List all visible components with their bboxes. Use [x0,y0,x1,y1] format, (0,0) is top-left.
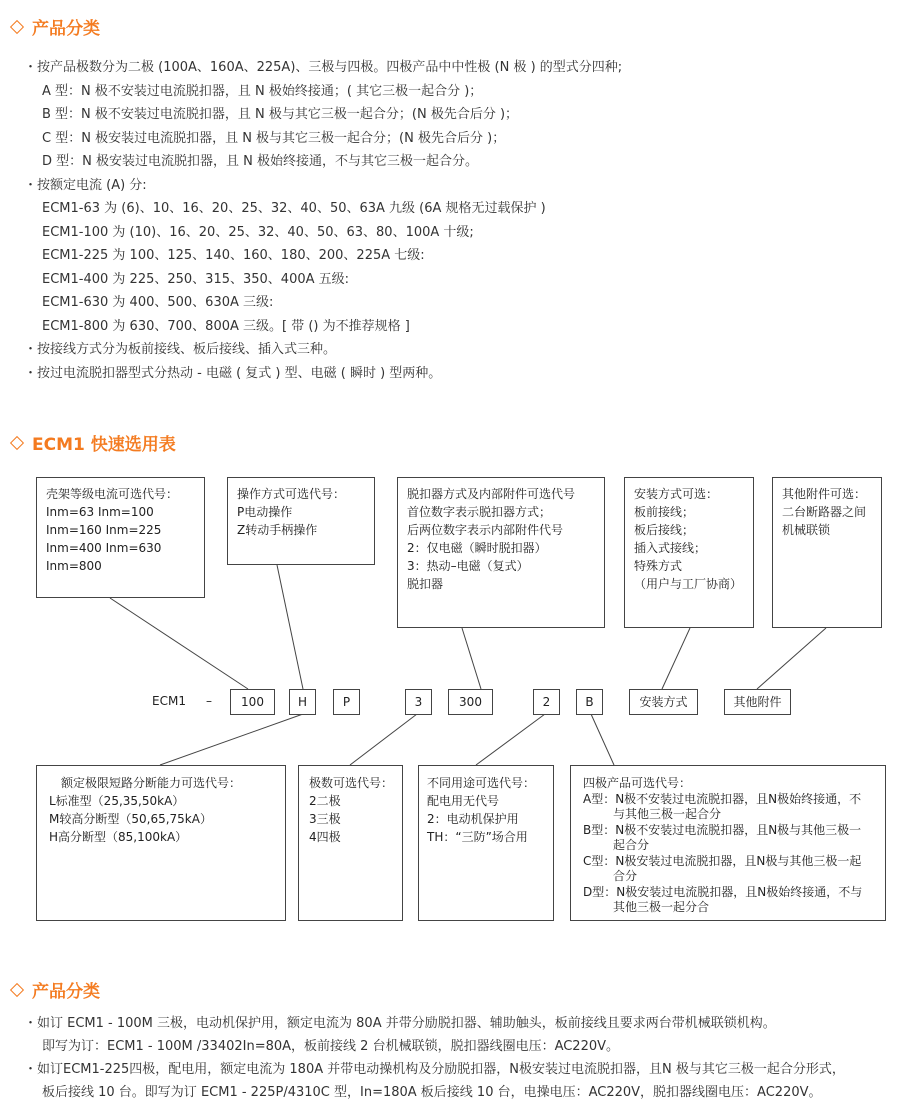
classification-line: ・按过电流脱扣器型式分热动 - 电磁 ( 复式 ) 型、电磁 ( 瞬时 ) 型两种。 [24,365,442,381]
order-example-line: 即写为订：ECM1 - 100M /33402In=80A，板前接线 2 台机械联锁，脱扣器线圈电压：AC220V。 [42,1039,620,1054]
classification-line: ・按产品极数分为二极 (100A、160A、225A)、三极与四极。四极产品中中性极 (N 极 ) 的型式分四种; [24,60,623,75]
box-line: 其他三极一起分合 [613,900,710,914]
order-example-list [24,1012,845,1104]
code-accessory: 其他附件 [724,689,791,715]
box-line: 首位数字表示脱扣器方式； [407,505,552,519]
order-example-line: 板后接线 10 台。即写为订 ECM1 - 225P/4310C 型，In=180A 板后接线 10 台，电操电压：AC220V，脱扣器线圈电压：AC220V。 [42,1085,822,1100]
box-line: 额定极限短路分断能力可选代号： [61,776,242,790]
box-line: Z转动手柄操作 [237,523,318,537]
order-example-line: ・如订ECM1-225四极，配电用，额定电流为 180A 并带电动操机构及分励脱扣器，N极安装过电流脱扣器，且N 极与其它三极一起合分形式， [24,1062,845,1077]
order-example-line: ・如订 ECM1 - 100M 三极，电动机保护用，额定电流为 80A 并带分励脱扣器、辅助触头，板前接线且要求两台带机械联锁机构。 [24,1016,776,1031]
box-line: D型：N极安装过电流脱扣器，且N极始终接通，不与 [583,884,863,899]
box-line: Inm=160 Inm=225 [46,523,162,537]
box-line: Inm=400 Inm=630 [46,541,162,555]
code-install: 安装方式 [629,689,698,715]
box-line: 特殊方式 [634,559,683,573]
classification-line: ・按接线方式分为板前接线、板后接线、插入式三种。 [24,342,337,357]
box-line: 4四极 [309,830,341,844]
box-line: 2：仅电磁（瞬时脱扣器） [407,541,547,555]
box-line: 不同用途可选代号： [427,776,536,790]
operation-box [227,477,375,565]
box-line: 板后接线； [634,523,695,537]
classification-line: C 型：N 极安装过电流脱扣器，且 N 极与其它三极一起合分；(N 极先合后分 )； [42,130,506,146]
box-line: 起合分 [613,838,650,852]
code-breaking-capacity: H [289,689,316,715]
classification-line: ECM1-100 为 (10)、16、20、25、32、40、50、63、80、100A 十级; [42,224,474,240]
box-line: 极数可选代号： [309,776,394,790]
classification-line: ・按额定电流 (A) 分: [24,177,147,193]
classification-line: A 型：N 极不安装过电流脱扣器，且 N 极始终接通；( 其它三极一起合分 )； [42,83,483,99]
box-line: 机械联锁 [782,523,831,537]
frame-current-box [36,477,205,598]
section-title-order-example: 产品分类 [8,977,100,1002]
classification-line: B 型：N 极不安装过电流脱扣器，且 N 极与其它三极一起合分；(N 极先合后分 )； [42,107,519,122]
accessory-box [772,477,882,628]
box-line: （用户与工厂协商） [634,577,743,591]
box-line: 配电用无代号 [427,794,500,808]
four-pole-box [570,765,886,921]
breaking-capacity-box [36,765,286,921]
box-line: C型：N极安装过电流脱扣器，且N极与其他三极一起 [583,853,862,868]
section-title-classification: 产品分类 [8,14,100,39]
box-line: 与其他三极一起合分 [613,807,722,821]
diamond-icon [10,983,24,997]
box-line: 二台断路器之间 [782,505,867,519]
box-line: Inm=63 Inm=100 [46,505,154,519]
box-line: L标准型（25,35,50kA） [49,794,185,808]
box-line: 脱扣器方式及内部附件可选代号 [407,487,576,501]
install-box [624,477,754,628]
model-dash: – [206,694,212,708]
release-box [397,477,605,628]
code-poles: 3 [405,689,432,715]
box-line: Inm=800 [46,559,102,573]
poles-box [298,765,403,921]
usage-box [418,765,554,921]
code-release: 300 [448,689,493,715]
classification-line: D 型：N 极安装过电流脱扣器，且 N 极始终接通，不与其它三极一起合分。 [42,154,478,169]
model-prefix: ECM1 [152,694,186,708]
classification-line: ECM1-400 为 225、250、315、350、400A 五级: [42,271,350,287]
box-line: H高分断型（85,100kA） [49,830,188,844]
box-line: 板前接线； [634,505,695,519]
classification-line: ECM1-225 为 100、125、140、160、180、200、225A 七级: [42,248,425,263]
box-line: 四极产品可选代号： [583,776,692,790]
section-title-quick-select: ECM1 快速选用表 [8,430,176,455]
code-operation: P [333,689,360,715]
box-line: 安装方式可选： [634,487,719,501]
classification-line: ECM1-800 为 630、700、800A 三级。[ 带 () 为不推荐规格 ] [42,318,410,334]
box-line: 脱扣器 [407,577,444,591]
box-line: 2：电动机保护用 [427,812,519,826]
box-line: 插入式接线； [634,541,707,555]
box-line: 后两位数字表示内部附件代号 [407,523,564,537]
box-line: M较高分断型（50,65,75kA） [49,812,212,826]
box-line: 3三极 [309,812,341,826]
box-line: 2二极 [309,794,341,808]
box-line: P电动操作 [237,505,293,519]
box-line: B型：N极不安装过电流脱扣器，且N极与其他三极一 [583,822,862,837]
code-usage: 2 [533,689,560,715]
classification-line: ECM1-630 为 400、500、630A 三级: [42,295,274,310]
box-line: TH：“三防”场合用 [427,830,528,844]
box-line: 3：热动–电磁（复式） [407,559,529,573]
box-line: 其他附件可选： [782,487,867,501]
classification-line: ECM1-63 为 (6)、10、16、20、25、32、40、50、63A 九级 (6A 规格无过载保护 ) [42,201,546,216]
box-line: 操作方式可选代号： [237,487,346,501]
code-four-pole: B [576,689,603,715]
box-line: 壳架等级电流可选代号： [46,487,179,501]
code-frame-current: 100 [230,689,275,715]
box-line: A型：N极不安装过电流脱扣器，且N极始终接通，不 [583,791,862,806]
box-line: 合分 [613,869,638,883]
